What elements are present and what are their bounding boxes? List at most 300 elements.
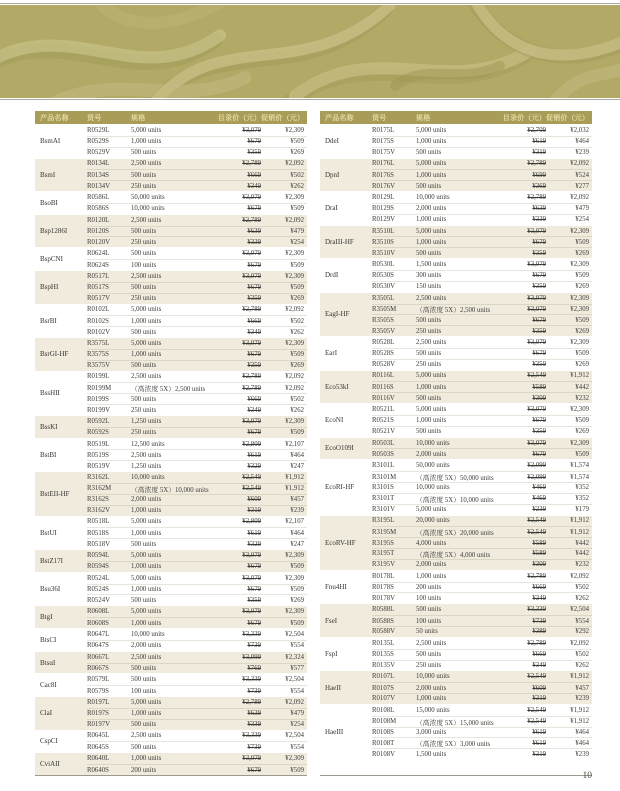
catalog-number-cell: R3510V <box>372 249 396 257</box>
table-row <box>372 559 592 570</box>
product-name: BsrBI <box>40 316 57 325</box>
promo-price-cell: ¥2,032 <box>570 126 589 134</box>
list-price-cell: ¥2,789 <box>242 373 261 381</box>
product-name: Fnu4HI <box>325 583 347 592</box>
spec-cell: 2,500 units <box>416 338 447 346</box>
table-row <box>87 652 307 663</box>
spec-cell: 5,000 units <box>131 306 162 314</box>
catalog-number-cell: R0116L <box>372 372 395 380</box>
list-price-cell: ¥339 <box>247 721 261 729</box>
table-row <box>87 527 307 538</box>
list-price-cell: ¥679 <box>247 205 261 213</box>
promo-price-cell: ¥2,309 <box>570 338 589 346</box>
list-price-cell: ¥2,549 <box>242 474 261 482</box>
spec-cell: 1,250 units <box>131 462 162 470</box>
list-price-cell: ¥2,789 <box>527 160 546 168</box>
promo-price-cell: ¥269 <box>290 295 304 303</box>
table-row <box>87 517 307 528</box>
list-price-cell: ¥3,099 <box>242 653 261 661</box>
product-group <box>35 628 307 651</box>
list-price-cell: ¥3,079 <box>242 574 261 582</box>
list-price-cell: ¥359 <box>247 362 261 370</box>
list-price-cell: ¥3,079 <box>527 439 546 447</box>
promo-price-cell: ¥269 <box>290 149 304 157</box>
product-group-rows <box>87 372 307 415</box>
catalog-number-cell: R0528S <box>372 350 394 358</box>
catalog-number-cell: R0178L <box>372 572 395 580</box>
table-row <box>372 304 592 315</box>
promo-price-cell: ¥509 <box>290 138 304 146</box>
catalog-number-cell: R3195S <box>372 539 394 547</box>
spec-cell: 300 units <box>416 272 442 280</box>
catalog-number-cell: R0176S <box>372 171 394 179</box>
product-name: BsoBI <box>40 198 58 207</box>
promo-price-cell: ¥2,504 <box>285 630 304 638</box>
catalog-number-cell: R0129S <box>372 205 394 213</box>
catalog-number-cell: R3575V <box>87 362 111 370</box>
promo-price-cell: ¥254 <box>290 238 304 246</box>
catalog-number-cell: R0608L <box>87 608 110 616</box>
product-group <box>35 651 307 674</box>
table-row <box>87 594 307 605</box>
spec-cell: （高浓度 5X）15,000 units <box>416 719 494 727</box>
table-row <box>87 282 307 293</box>
spec-cell: 1,000 units <box>131 710 162 718</box>
promo-price-cell: ¥262 <box>575 594 589 602</box>
spec-cell: 1,000 units <box>131 563 162 571</box>
list-price-cell: ¥309 <box>532 394 546 402</box>
spec-cell: 5,000 units <box>416 406 447 414</box>
product-name: EcoO109I <box>325 444 354 453</box>
catalog-number-cell: R3195T <box>372 550 395 558</box>
table-row <box>372 727 592 738</box>
promo-price-cell: ¥2,504 <box>285 732 304 740</box>
product-group-rows <box>87 731 307 753</box>
table-row <box>372 192 592 203</box>
list-price-cell: ¥2,709 <box>527 126 546 134</box>
promo-price-cell: ¥509 <box>290 284 304 292</box>
product-group <box>320 292 592 336</box>
page-number: 10 <box>582 771 592 781</box>
promo-price-cell: ¥179 <box>575 506 589 514</box>
table-header-row <box>320 111 592 124</box>
promo-price-cell: ¥509 <box>290 586 304 594</box>
table-row <box>87 731 307 742</box>
product-name: EagI-HF <box>325 310 350 319</box>
spec-cell: 5,000 units <box>416 372 447 380</box>
promo-price-cell: ¥2,309 <box>285 126 304 134</box>
product-group <box>320 370 592 404</box>
catalog-number-cell: R0129L <box>372 193 395 201</box>
product-name: Cac8I <box>40 681 57 690</box>
product-name: HaeII <box>325 683 341 692</box>
list-price-cell: ¥619 <box>532 739 546 747</box>
col-header-catalog-number: 货号 <box>372 113 387 122</box>
catalog-number-cell: R0107L <box>372 673 395 681</box>
table-header-row <box>35 111 307 124</box>
table-row <box>372 136 592 147</box>
spec-cell: 10,000 units <box>416 193 450 201</box>
list-price-cell: ¥669 <box>532 651 546 659</box>
catalog-number-cell: R0108T <box>372 739 395 747</box>
table-row <box>372 325 592 336</box>
product-name: CviAII <box>40 760 60 769</box>
list-price-cell: ¥3,079 <box>242 417 261 425</box>
spec-cell: 5,000 units <box>416 227 447 235</box>
product-group <box>320 637 592 671</box>
table-row <box>372 571 592 582</box>
spec-cell: 20,000 units <box>416 517 450 525</box>
spec-cell: 12,500 units <box>131 440 165 448</box>
catalog-number-cell: R0518S <box>87 529 109 537</box>
table-row <box>87 764 307 775</box>
spec-cell: 500 units <box>131 540 157 548</box>
promo-price-cell: ¥1,912 <box>570 372 589 380</box>
promo-price-cell: ¥2,092 <box>570 160 589 168</box>
product-group-rows <box>87 517 307 550</box>
product-group-rows <box>372 125 592 158</box>
table-row <box>87 248 307 259</box>
promo-price-cell: ¥509 <box>575 316 589 324</box>
catalog-number-cell: R3101M <box>372 473 397 481</box>
list-price-cell: ¥2,549 <box>527 372 546 380</box>
list-price-cell: ¥359 <box>247 295 261 303</box>
product-group-rows <box>87 652 307 674</box>
col-header-product-name: 产品名称 <box>40 113 69 122</box>
spec-cell: 500 units <box>416 428 442 436</box>
promo-price-cell: ¥1,912 <box>285 485 304 493</box>
spec-cell: （高浓度 5X）4,000 units <box>416 551 491 559</box>
table-row <box>87 538 307 549</box>
product-group <box>35 371 307 415</box>
col-header-catalog-number: 货号 <box>87 113 102 122</box>
promo-price-cell: ¥239 <box>575 750 589 758</box>
product-group-rows <box>87 125 307 158</box>
spec-cell: 250 units <box>131 295 157 303</box>
promo-price-cell: ¥239 <box>575 149 589 157</box>
product-name: BsrGI-HF <box>40 350 69 359</box>
catalog-number-cell: R0503L <box>372 439 395 447</box>
catalog-number-cell: R0579S <box>87 687 109 695</box>
table-row <box>372 337 592 348</box>
spec-cell: 2,000 units <box>416 561 447 569</box>
table-row <box>87 192 307 203</box>
list-price-cell: ¥669 <box>532 584 546 592</box>
list-price-cell: ¥639 <box>532 205 546 213</box>
spec-cell: 500 units <box>416 316 442 324</box>
catalog-number-cell: R0640S <box>87 766 109 774</box>
list-price-cell: ¥319 <box>532 750 546 758</box>
product-name: DrdI <box>325 271 339 280</box>
catalog-number-cell: R0645L <box>87 732 110 740</box>
catalog-number-cell: R3101T <box>372 495 395 503</box>
catalog-number-cell: R0592S <box>87 429 109 437</box>
list-price-cell: ¥589 <box>532 539 546 547</box>
catalog-number-cell: R0608S <box>87 619 109 627</box>
catalog-number-cell: R0175S <box>372 138 394 146</box>
product-name: FspI <box>325 650 338 659</box>
list-price-cell: ¥3,339 <box>242 732 261 740</box>
list-price-cell: ¥2,789 <box>242 306 261 314</box>
list-price-cell: ¥679 <box>532 450 546 458</box>
product-name: DdeI <box>325 137 339 146</box>
table-row <box>372 247 592 258</box>
list-price-cell: ¥3,079 <box>242 755 261 763</box>
catalog-number-cell: R3505M <box>372 305 397 313</box>
list-price-cell: ¥679 <box>247 766 261 774</box>
promo-price-cell: ¥2,092 <box>285 384 304 392</box>
product-group-rows <box>372 159 592 192</box>
product-group-rows <box>372 638 592 671</box>
catalog-number-cell: R0197L <box>87 698 110 706</box>
catalog-number-cell: R0199V <box>87 406 111 414</box>
table-row <box>87 203 307 214</box>
catalog-number-cell: R0530V <box>372 283 396 291</box>
promo-price-cell: ¥509 <box>575 417 589 425</box>
promo-price-cell: ¥262 <box>290 328 304 336</box>
table-row <box>87 460 307 471</box>
table-row <box>372 180 592 191</box>
product-name: ClaI <box>40 709 53 718</box>
table-row <box>372 125 592 136</box>
table-row <box>372 737 592 748</box>
promo-price-cell: ¥464 <box>290 529 304 537</box>
promo-price-cell: ¥352 <box>575 495 589 503</box>
spec-cell: 1,500 units <box>416 261 447 269</box>
catalog-tables <box>35 111 592 776</box>
product-group <box>320 515 592 570</box>
spec-cell: 5,000 units <box>131 518 162 526</box>
catalog-number-cell: R0624S <box>87 261 109 269</box>
product-group <box>35 415 307 438</box>
table-row <box>87 449 307 460</box>
promo-price-cell: ¥2,504 <box>570 606 589 614</box>
promo-price-cell: ¥2,092 <box>570 639 589 647</box>
product-name: BstBI <box>40 450 57 459</box>
table-row <box>372 392 592 403</box>
product-group <box>320 258 592 292</box>
spec-cell: 100 units <box>416 617 442 625</box>
product-group <box>35 730 307 753</box>
table-row <box>87 393 307 404</box>
spec-cell: 500 units <box>131 284 157 292</box>
promo-price-cell: ¥464 <box>575 138 589 146</box>
spec-cell: （高浓度 5X）3,000 units <box>416 741 491 749</box>
col-header-spec: 规格 <box>131 113 146 122</box>
catalog-number-cell: R0135V <box>372 661 396 669</box>
catalog-number-cell: R3510S <box>372 238 394 246</box>
table-row <box>87 584 307 595</box>
product-group-rows <box>87 472 307 515</box>
list-price-cell: ¥359 <box>532 249 546 257</box>
table-row <box>372 471 592 482</box>
catalog-number-cell: R0199M <box>87 384 112 392</box>
product-group <box>35 214 307 248</box>
table-row <box>372 214 592 225</box>
promo-price-cell: ¥269 <box>575 249 589 257</box>
table-row <box>372 504 592 515</box>
table-row <box>372 526 592 537</box>
table-row <box>372 203 592 214</box>
list-price-cell: ¥349 <box>247 406 261 414</box>
spec-cell: 500 units <box>416 394 442 402</box>
catalog-number-cell: R0588S <box>372 617 394 625</box>
list-price-cell: ¥2,099 <box>527 462 546 470</box>
table-row <box>372 438 592 449</box>
product-name: EcoRV-HF <box>325 538 356 547</box>
table-row <box>87 439 307 450</box>
table-row <box>372 604 592 615</box>
table-row <box>87 573 307 584</box>
product-group-rows <box>87 271 307 304</box>
product-group-rows <box>87 753 307 775</box>
spec-cell: 2,500 units <box>131 451 162 459</box>
spec-cell: 500 units <box>131 171 157 179</box>
catalog-number-cell: R0521V <box>372 428 396 436</box>
list-price-cell: ¥679 <box>247 138 261 146</box>
catalog-number-cell: R0647L <box>87 630 110 638</box>
spec-cell: 2,500 units <box>131 653 162 661</box>
table-row <box>87 416 307 427</box>
catalog-number-cell: R0521S <box>372 417 394 425</box>
list-price-cell: ¥359 <box>532 428 546 436</box>
spec-cell: 2,000 units <box>131 642 162 650</box>
catalog-number-cell: R0102L <box>87 306 110 314</box>
spec-cell: 250 units <box>131 182 157 190</box>
promo-price-cell: ¥577 <box>290 664 304 672</box>
table-row <box>372 705 592 716</box>
table-row <box>87 427 307 438</box>
spec-cell: 500 units <box>131 743 157 751</box>
product-group-rows <box>372 516 592 570</box>
spec-cell: 2,500 units <box>416 294 447 302</box>
promo-price-cell: ¥502 <box>575 584 589 592</box>
catalog-number-cell: R0176V <box>372 182 396 190</box>
product-group <box>35 752 307 775</box>
promo-price-cell: ¥479 <box>290 710 304 718</box>
promo-price-cell: ¥2,309 <box>570 406 589 414</box>
list-price-cell: ¥359 <box>247 149 261 157</box>
table-row <box>87 259 307 270</box>
spec-cell: 500 units <box>131 395 157 403</box>
decorative-banner <box>0 3 620 100</box>
list-price-cell: ¥739 <box>247 743 261 751</box>
promo-price-cell: ¥232 <box>575 561 589 569</box>
promo-price-cell: ¥2,092 <box>285 698 304 706</box>
product-group <box>320 191 592 225</box>
list-price-cell: ¥3,079 <box>242 272 261 280</box>
table-row <box>87 617 307 628</box>
catalog-number-cell: R0529S <box>87 138 109 146</box>
product-group-rows <box>87 606 307 628</box>
spec-cell: （高浓度 5X）2,500 units <box>416 307 491 315</box>
list-price-cell: ¥369 <box>532 182 546 190</box>
list-price-cell: ¥2,549 <box>527 718 546 726</box>
promo-price-cell: ¥442 <box>575 383 589 391</box>
table-row <box>372 159 592 170</box>
spec-cell: 2,500 units <box>131 732 162 740</box>
promo-price-cell: ¥464 <box>290 451 304 459</box>
promo-price-cell: ¥2,092 <box>285 373 304 381</box>
table-row <box>372 748 592 759</box>
catalog-number-cell: R0586S <box>87 205 109 213</box>
catalog-number-cell: R0120S <box>87 228 109 236</box>
promo-price-cell: ¥239 <box>290 507 304 515</box>
catalog-number-cell: R0579L <box>87 676 110 684</box>
promo-price-cell: ¥509 <box>290 766 304 774</box>
list-price-cell: ¥2,549 <box>527 528 546 536</box>
promo-price-cell: ¥2,324 <box>285 653 304 661</box>
promo-price-cell: ¥2,309 <box>570 294 589 302</box>
table-row <box>87 226 307 237</box>
promo-price-cell: ¥554 <box>575 617 589 625</box>
catalog-number-cell: R0524L <box>87 574 110 582</box>
table-row <box>372 270 592 281</box>
list-price-cell: ¥2,789 <box>242 698 261 706</box>
list-price-cell: ¥3,339 <box>242 630 261 638</box>
table-row <box>87 372 307 383</box>
spec-cell: 2,500 units <box>416 639 447 647</box>
catalog-number-cell: R0519V <box>87 462 111 470</box>
catalog-number-cell: R0624L <box>87 250 110 258</box>
promo-price-cell: ¥502 <box>575 651 589 659</box>
table-row <box>372 448 592 459</box>
list-price-cell: ¥319 <box>532 149 546 157</box>
table-row <box>87 293 307 304</box>
spec-cell: 1,000 units <box>416 695 447 703</box>
catalog-number-cell: R0588L <box>372 606 395 614</box>
promo-price-cell: ¥1,912 <box>570 706 589 714</box>
spec-cell: 50,000 units <box>131 193 165 201</box>
catalog-number-cell: R3575S <box>87 351 109 359</box>
spec-cell: 100 units <box>131 261 157 269</box>
promo-price-cell: ¥262 <box>290 182 304 190</box>
product-group-rows <box>372 337 592 370</box>
promo-price-cell: ¥509 <box>575 450 589 458</box>
list-price-cell: ¥359 <box>532 361 546 369</box>
product-group-rows <box>87 159 307 192</box>
catalog-number-cell: R0640L <box>87 755 110 763</box>
list-price-cell: ¥679 <box>247 563 261 571</box>
table-row <box>372 493 592 504</box>
table-row <box>372 615 592 626</box>
table-row <box>87 215 307 226</box>
product-name: BstUI <box>40 528 57 537</box>
table-row <box>372 682 592 693</box>
promo-price-cell: ¥2,309 <box>285 193 304 201</box>
list-price-cell: ¥3,079 <box>242 126 261 134</box>
table-row <box>87 753 307 764</box>
product-group <box>35 516 307 550</box>
product-name: BstEII-HF <box>40 489 70 498</box>
promo-price-cell: ¥457 <box>290 496 304 504</box>
catalog-number-cell: R0178S <box>372 584 394 592</box>
list-price-cell: ¥3,079 <box>242 193 261 201</box>
promo-price-cell: ¥442 <box>575 550 589 558</box>
catalog-number-cell: R0519L <box>87 440 110 448</box>
product-group <box>35 438 307 472</box>
catalog-number-cell: R0175L <box>372 126 395 134</box>
list-price-cell: ¥739 <box>247 687 261 695</box>
product-name: BtsαI <box>40 658 56 667</box>
catalog-number-cell: R0524V <box>87 596 111 604</box>
list-price-cell: ¥679 <box>532 316 546 324</box>
product-group-rows <box>87 248 307 270</box>
table-row <box>372 359 592 370</box>
spec-cell: 500 units <box>131 676 157 684</box>
catalog-number-cell: R0667S <box>87 664 109 672</box>
catalog-table-right <box>320 111 592 776</box>
